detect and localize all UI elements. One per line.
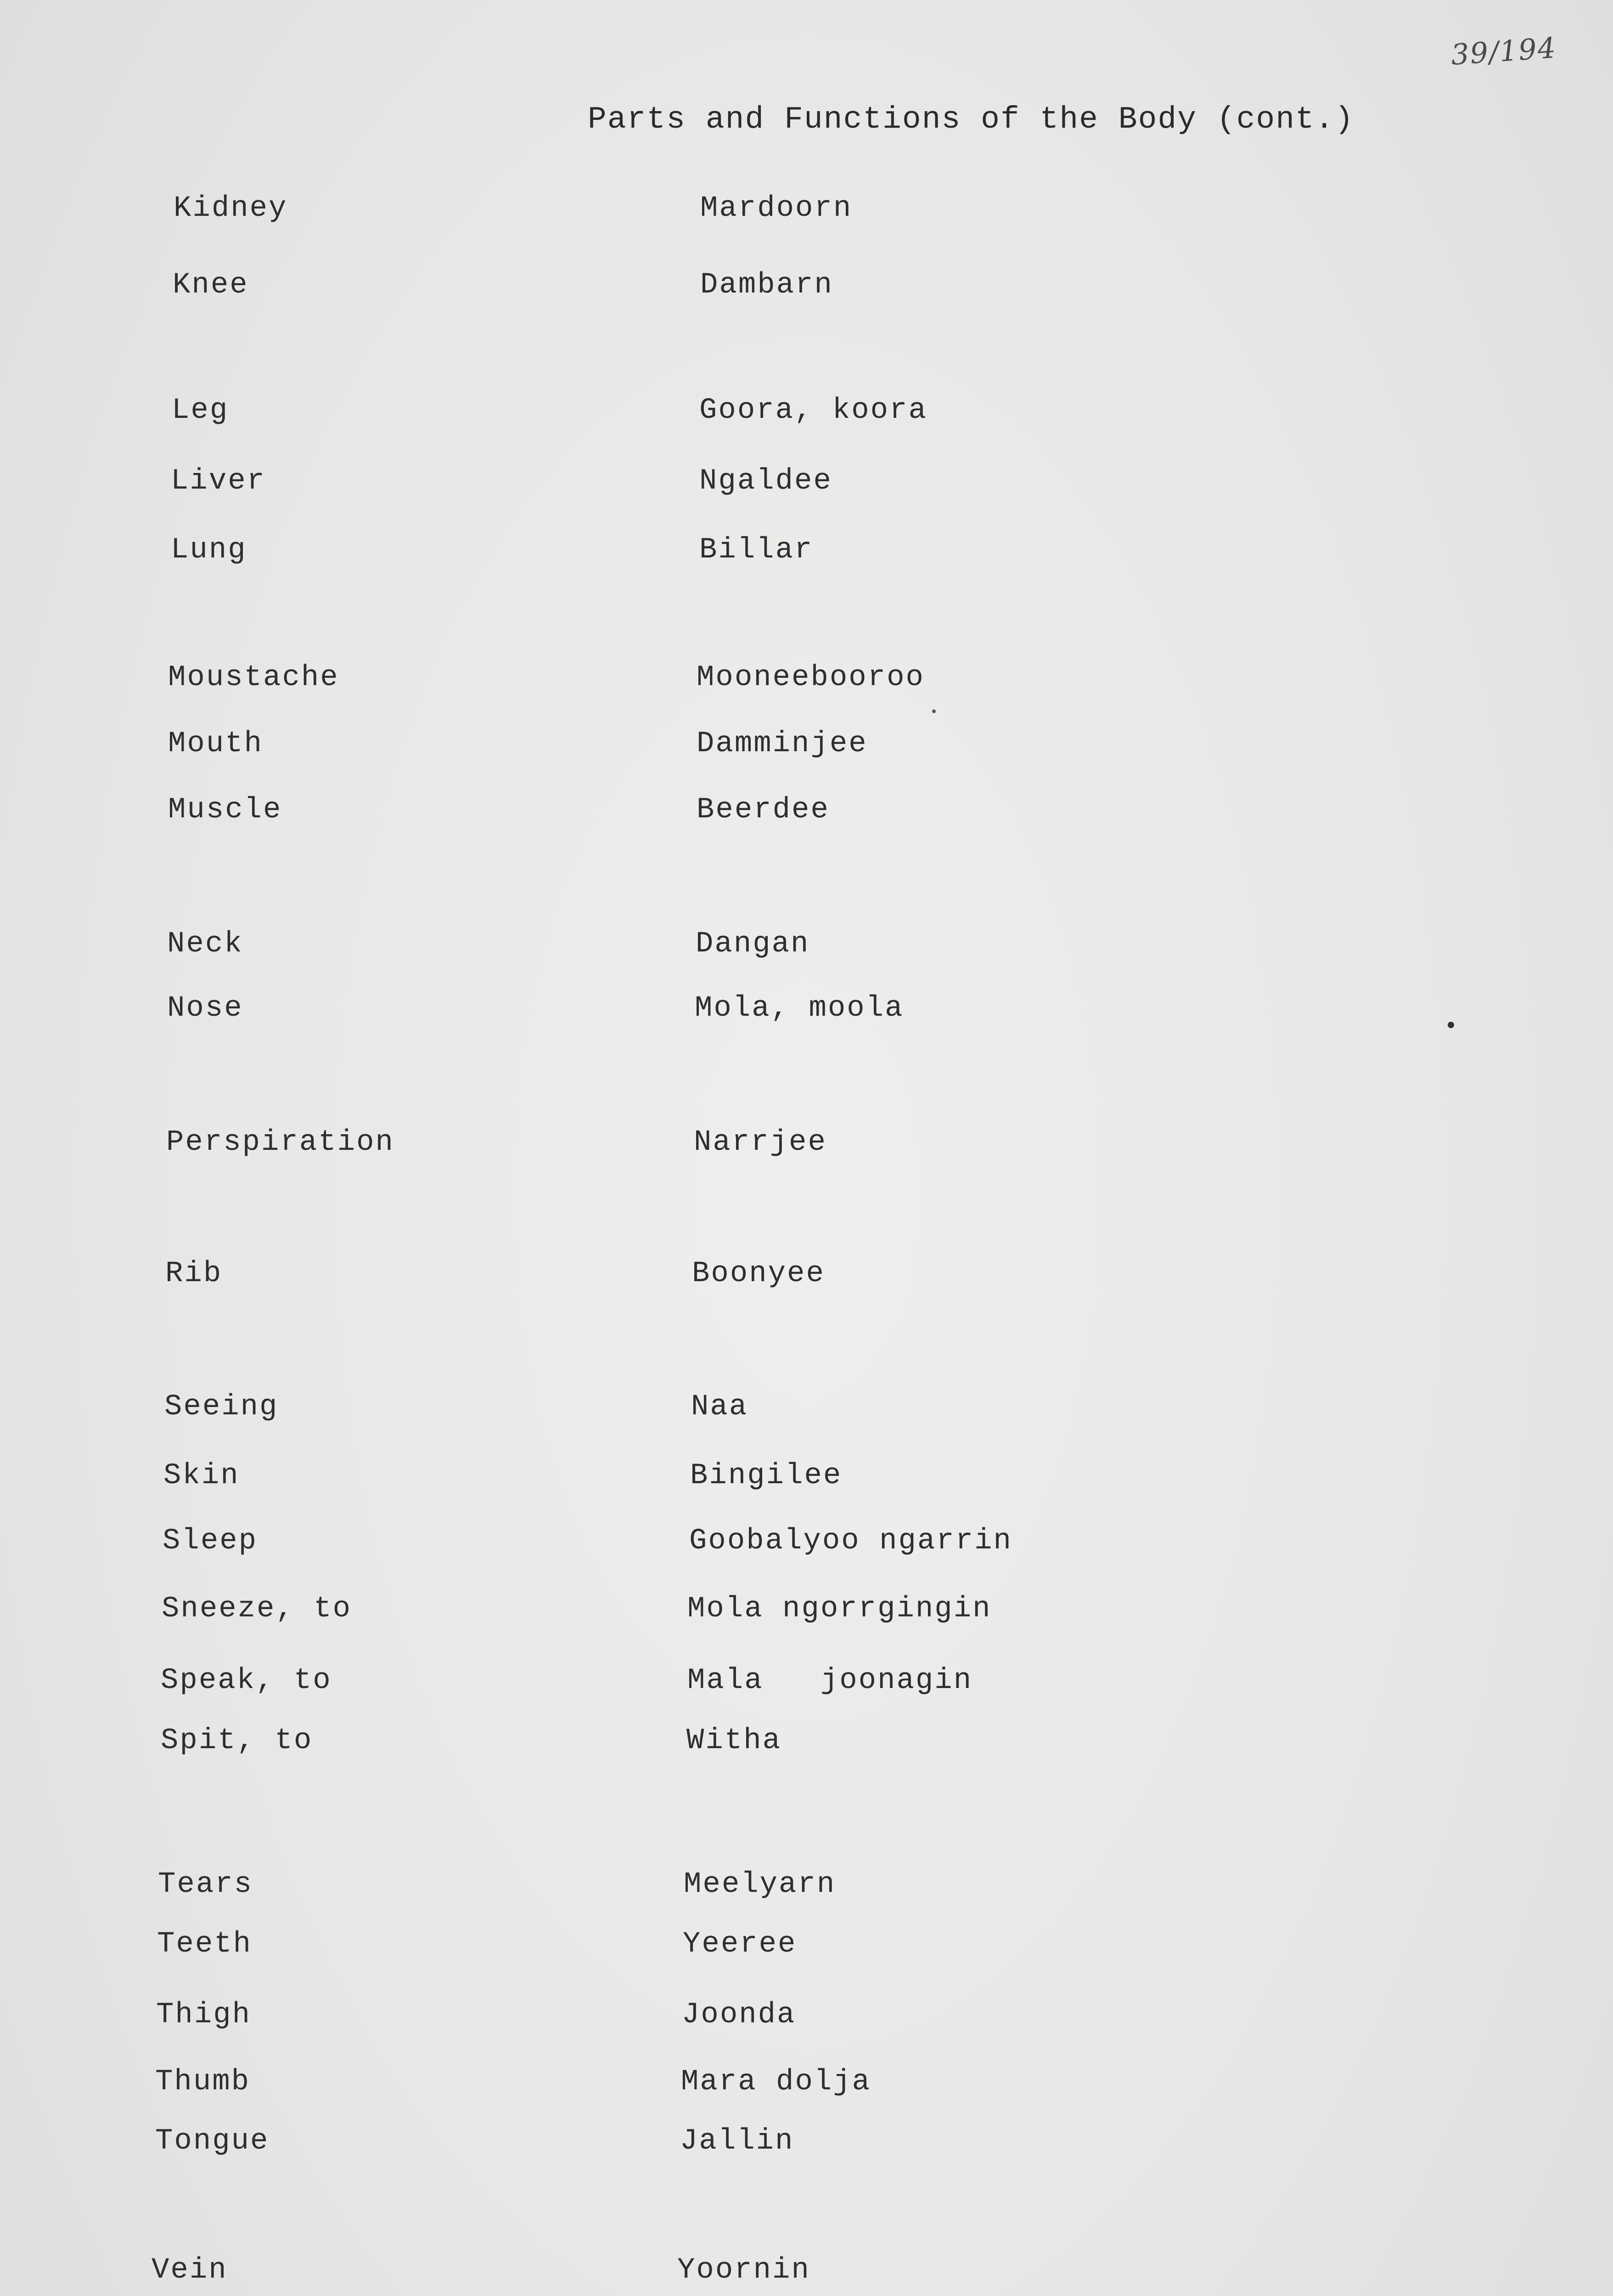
- entry-term: Liver: [171, 465, 266, 498]
- entry-term: Rib: [165, 1257, 223, 1290]
- entry-vein: [0, 2254, 1613, 2296]
- entry-term: Leg: [172, 394, 229, 427]
- entry-translation: Mola, moola: [695, 992, 904, 1025]
- entry-knee: [0, 269, 1613, 324]
- entry-tears: [0, 1868, 1613, 1923]
- entry-translation: Damminjee: [697, 727, 868, 760]
- entry-translation: Mala joonagin: [687, 1664, 973, 1697]
- entry-leg: [0, 394, 1613, 449]
- entry-term: Thumb: [155, 2065, 251, 2099]
- entry-translation: Meelyarn: [684, 1868, 836, 1901]
- entry-translation: Narrjee: [694, 1126, 827, 1159]
- entry-skin: [0, 1459, 1613, 1514]
- entry-term: Sneeze, to: [162, 1593, 352, 1626]
- entry-liver: [0, 465, 1613, 520]
- entry-translation: Yeeree: [683, 1928, 797, 1961]
- entry-translation: Jallin: [680, 2125, 794, 2158]
- entry-translation: Mooneebooroo: [697, 661, 925, 694]
- entry-mouth: [0, 727, 1613, 782]
- entry-term: Lung: [171, 534, 247, 567]
- entry-term: Perspiration: [166, 1126, 394, 1159]
- entry-term: Neck: [167, 928, 243, 961]
- entry-translation: Joonda: [682, 1998, 796, 2032]
- entry-lung: [0, 534, 1613, 589]
- entry-translation: Yoornin: [677, 2254, 810, 2287]
- entry-translation: Boonyee: [692, 1257, 825, 1290]
- entry-sleep: [0, 1525, 1613, 1580]
- entry-speak: [0, 1664, 1613, 1719]
- entry-term: Muscle: [168, 793, 282, 827]
- entry-term: Thigh: [156, 1998, 252, 2032]
- entry-term: Kidney: [174, 192, 288, 225]
- entry-moustache: [0, 661, 1613, 716]
- entry-spit: [0, 1724, 1613, 1779]
- entry-term: Vein: [152, 2254, 228, 2287]
- entry-term: Sleep: [163, 1525, 258, 1558]
- entry-translation: Naa: [691, 1390, 748, 1424]
- entry-tongue: [0, 2125, 1613, 2180]
- entry-sneeze: [0, 1593, 1613, 1648]
- entry-term: Moustache: [168, 661, 339, 694]
- entry-translation: Beerdee: [697, 793, 830, 827]
- ink-speck: [1448, 1022, 1454, 1028]
- entry-translation: Dangan: [696, 928, 810, 961]
- entry-translation: Mardoorn: [700, 192, 853, 225]
- entry-term: Mouth: [168, 727, 264, 760]
- entry-translation: Mola ngorrgingin: [687, 1593, 992, 1626]
- entry-translation: Goora, koora: [699, 394, 927, 427]
- entry-translation: Mara dolja: [681, 2065, 871, 2099]
- entry-translation: Ngaldee: [699, 465, 832, 498]
- entry-neck: [0, 928, 1613, 983]
- entry-thumb: [0, 2065, 1613, 2121]
- entry-term: Knee: [173, 269, 249, 302]
- page-number: 39/194: [1450, 31, 1558, 72]
- entry-seeing: [0, 1390, 1613, 1446]
- entry-translation: Bingilee: [690, 1459, 843, 1492]
- entry-term: Spit, to: [161, 1724, 313, 1757]
- entry-translation: Billar: [699, 534, 814, 567]
- entry-translation: Goobalyoo ngarrin: [689, 1525, 1012, 1558]
- entry-translation: Witha: [686, 1724, 782, 1757]
- entry-term: Speak, to: [161, 1664, 332, 1697]
- entry-term: Seeing: [164, 1390, 279, 1424]
- entry-term: Skin: [163, 1459, 240, 1492]
- page-title: Parts and Functions of the Body (cont.): [588, 102, 1354, 137]
- entry-rib: [0, 1257, 1613, 1312]
- ink-speck: [932, 709, 936, 713]
- entry-translation: Dambarn: [700, 269, 833, 302]
- entry-nose: [0, 992, 1613, 1047]
- entry-term: Teeth: [157, 1928, 253, 1961]
- entry-term: Tongue: [155, 2125, 270, 2158]
- entry-muscle: [0, 793, 1613, 849]
- entry-teeth: [0, 1928, 1613, 1983]
- entry-thigh: [0, 1998, 1613, 2054]
- entry-term: Tears: [158, 1868, 253, 1901]
- entry-term: Nose: [167, 992, 243, 1025]
- entry-perspiration: [0, 1126, 1613, 1181]
- entry-kidney: [0, 192, 1613, 247]
